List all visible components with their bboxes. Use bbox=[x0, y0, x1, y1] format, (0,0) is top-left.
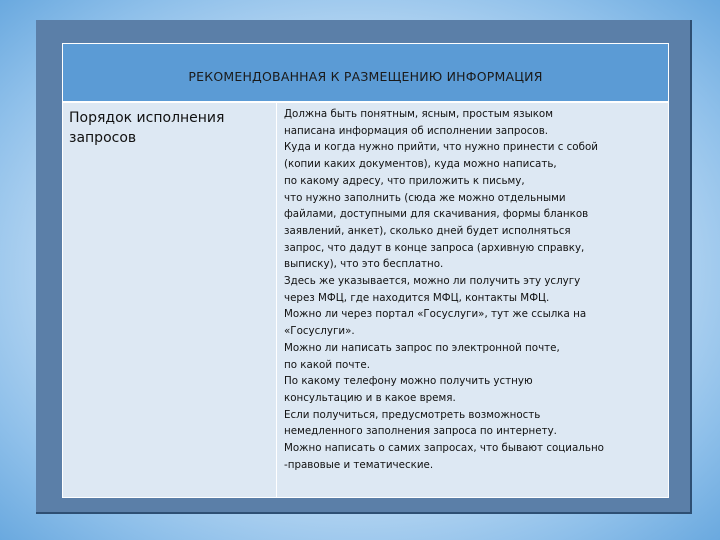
description-line: по какому адресу, что приложить к письму, bbox=[284, 174, 525, 187]
description-line: Куда и когда нужно прийти, что нужно принести с собой bbox=[284, 141, 598, 154]
description-line: (копии каких документов), куда можно написать, bbox=[284, 158, 557, 171]
row-description-cell bbox=[277, 103, 668, 497]
description-line: По какому телефону можно получить устную bbox=[284, 375, 533, 388]
info-table bbox=[62, 43, 669, 498]
description-line: немедленного заполнения запроса по интернету. bbox=[284, 425, 557, 438]
table-header bbox=[63, 44, 668, 103]
description-line: консультацию и в какое время. bbox=[284, 391, 456, 404]
description-line: по какой почте. bbox=[284, 358, 371, 371]
description-line: заявлений, анкет), сколько дней будет исполняться bbox=[284, 224, 571, 237]
description-line: Должна быть понятным, ясным, простым языком bbox=[284, 108, 553, 120]
description-line: «Госуслуги». bbox=[284, 325, 355, 338]
description-line: что нужно заполнить (сюда же можно отдельными bbox=[284, 191, 566, 204]
description-line: Если получиться, предусмотреть возможность bbox=[284, 408, 541, 421]
description-line: Здесь же указывается, можно ли получить эту услугу bbox=[284, 275, 581, 288]
description-line: файлами, доступными для скачивания, формы бланков bbox=[284, 208, 589, 221]
row-description bbox=[284, 106, 668, 473]
description-line: написана информация об исполнении запросов. bbox=[284, 124, 549, 137]
table-header-title: РЕКОМЕНДОВАННАЯ К РАЗМЕЩЕНИЮ ИНФОРМАЦИЯ bbox=[188, 69, 543, 84]
description-line: Можно написать о самих запросах, что бывают социально bbox=[284, 442, 604, 455]
row-label-cell bbox=[63, 103, 277, 497]
slide-frame bbox=[36, 20, 692, 514]
description-line: Можно ли написать запрос по электронной почте, bbox=[284, 341, 560, 354]
description-line: через МФЦ, где находится МФЦ, контакты МФЦ. bbox=[284, 291, 550, 304]
description-line: выписку), что это бесплатно. bbox=[284, 258, 444, 271]
row-label: Порядок исполнения запросов bbox=[69, 110, 225, 146]
description-line: Можно ли через портал «Госуслуги», тут же ссылка на bbox=[284, 308, 587, 321]
description-line: -правовые и тематические. bbox=[284, 458, 434, 471]
description-line: запрос, что дадут в конце запроса (архивную справку, bbox=[284, 241, 585, 254]
